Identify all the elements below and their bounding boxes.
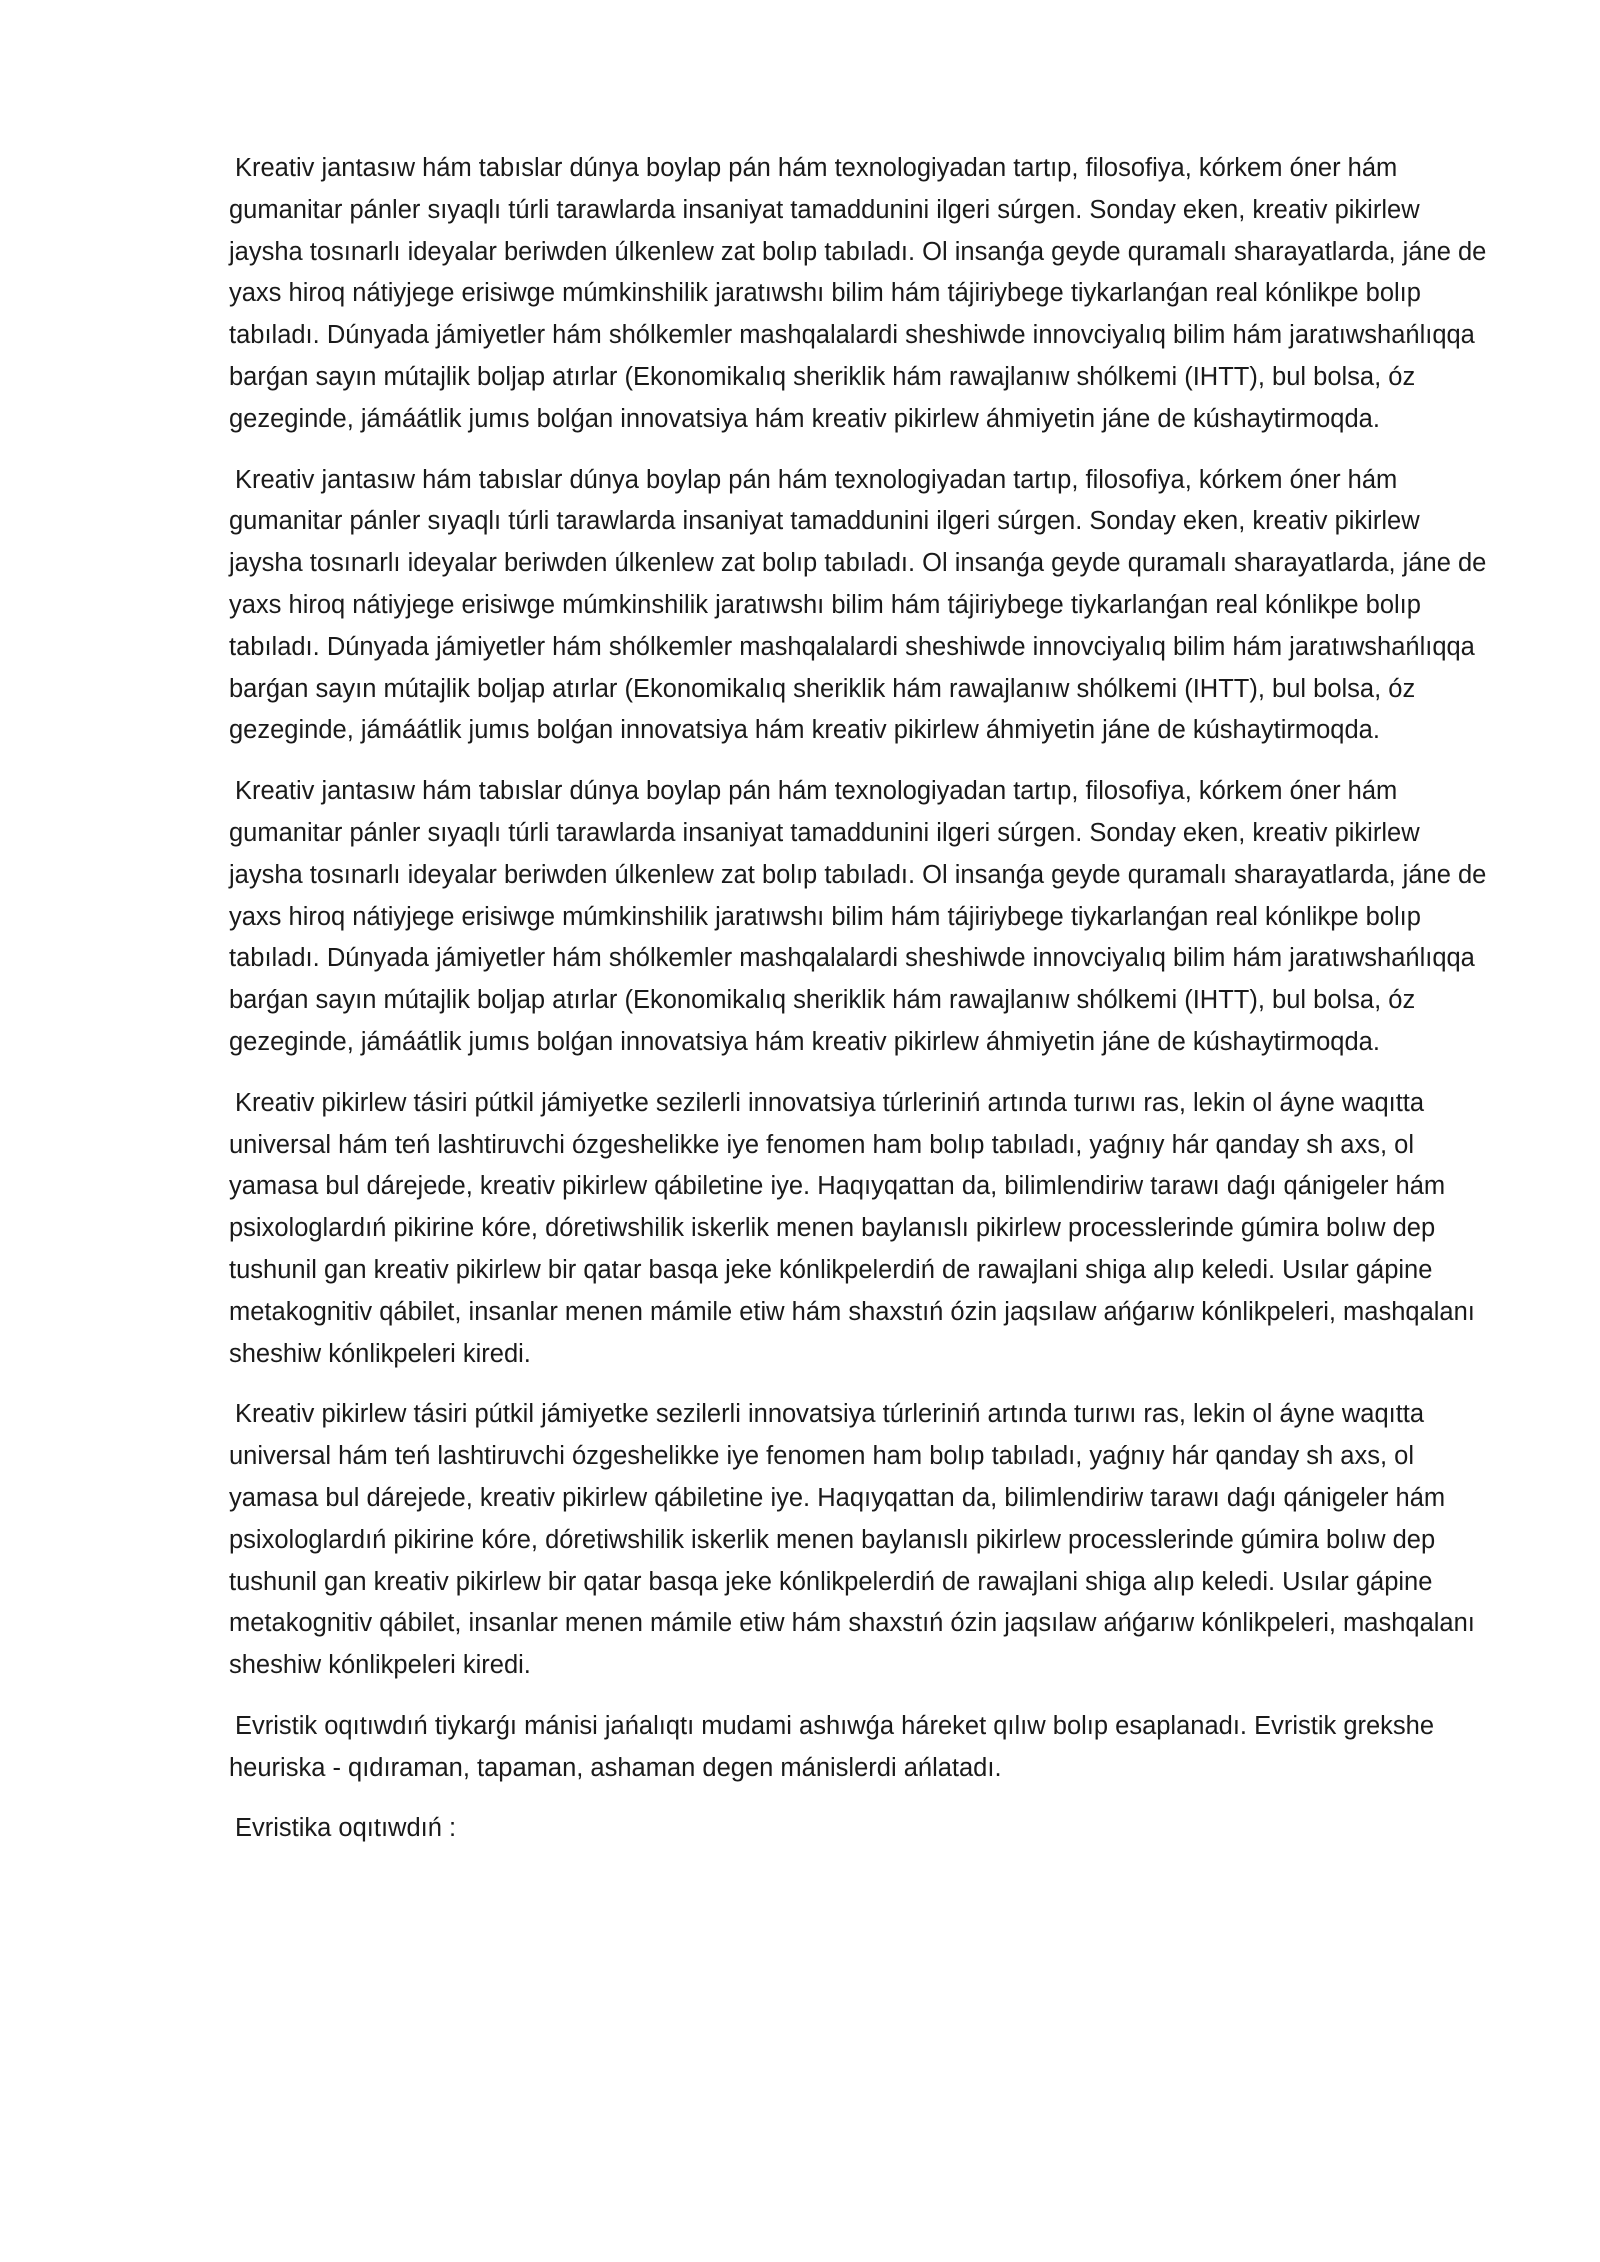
paragraph-2: Kreativ jantasıw hám tabıslar dúnya boylap pán hám texnologiyadan tartıp, filosofiya, kórkem óner hám gumanitar pánler sıyaqlı túrli tarawlarda insaniyat tamaddunini ilgeri súrgen. Sonday eken, kreativ pikirlew jaysha tosınarlı ideyalar beriwden úlkenlew zat bolıp tabıladı. Ol insanǵa geyde quramalı sharayatlarda, jáne de yaxs hiroq nátiyjege erisiwge múmkinshilik jaratıwshı bilim hám tájiriybege tiykarlanǵan real kónlikpe bolıp tabıladı. Dúnyada jámiyetler hám shólkemler mashqalalardi sheshiwde innovciyalıq bilim hám jaratıwshańlıqqa barǵan sayın mútajlik boljap atırlar (Ekonomikalıq sheriklik hám rawajlanıw shólkemi (IHTT), bul bolsa, óz gezeginde, jámáátlik jumıs bolǵan innovatsiya hám kreativ pikirlew áhmiyetin jáne de kúshaytirmoqda. [229, 465, 1487, 745]
paragraph-1: Kreativ jantasıw hám tabıslar dúnya boylap pán hám texnologiyadan tartıp, filosofiya, kórkem óner hám gumanitar pánler sıyaqlı túrli tarawlarda insaniyat tamaddunini ilgeri súrgen. Sonday eken, kreativ pikirlew jaysha tosınarlı ideyalar beriwden úlkenlew zat bolıp tabıladı. Ol insanǵa geyde quramalı sharayatlarda, jáne de yaxs hiroq nátiyjege erisiwge múmkinshilik jaratıwshı bilim hám tájiriybege tiykarlanǵan real kónlikpe bolıp tabıladı. Dúnyada jámiyetler hám shólkemler mashqalalardi sheshiwde innovciyalıq bilim hám jaratıwshańlıqqa barǵan sayın mútajlik boljap atırlar (Ekonomikalıq sheriklik hám rawajlanıw shólkemi (IHTT), bul bolsa, óz gezeginde, jámáátlik jumıs bolǵan innovatsiya hám kreativ pikirlew áhmiyetin jáne de kúshaytirmoqda. [229, 154, 1487, 433]
paragraph-3: Kreativ jantasıw hám tabıslar dúnya boylap pán hám texnologiyadan tartıp, filosofiya, kórkem óner hám gumanitar pánler sıyaqlı túrli tarawlarda insaniyat tamaddunini ilgeri súrgen. Sonday eken, kreativ pikirlew jaysha tosınarlı ideyalar beriwden úlkenlew zat bolıp tabıladı. Ol insanǵa geyde quramalı sharayatlarda, jáne de yaxs hiroq nátiyjege erisiwge múmkinshilik jaratıwshı bilim hám tájiriybege tiykarlanǵan real kónlikpe bolıp tabıladı. Dúnyada jámiyetler hám shólkemler mashqalalardi sheshiwde innovciyalıq bilim hám jaratıwshańlıqqa barǵan sayın mútajlik boljap atırlar (Ekonomikalıq sheriklik hám rawajlanıw shólkemi (IHTT), bul bolsa, óz gezeginde, jámáátlik jumıs bolǵan innovatsiya hám kreativ pikirlew áhmiyetin jáne de kúshaytirmoqda. [229, 777, 1487, 1056]
paragraph-5: Kreativ pikirlew tásiri pútkil jámiyetke sezilerli innovatsiya túrleriniń artında turıwı ras, lekin ol áyne waqıtta universal hám teń lashtiruvchi ózgeshelikke iye fenomen ham bolıp tabıladı, yaǵnıy hár qanday sh axs, ol yamasa bul dárejede, kreativ pikirlew qábiletine iye. Haqıyqattan da, bilimlendiriw tarawı daǵı qánigeler hám psixologlardıń pikirine kóre, dóretiwshilik iskerlik menen baylanıslı pikirlew processlerinde gúmira bolıw dep tushunil gan kreativ pikirlew bir qatar basqa jeke kónlikpelerdiń de rawajlani shiga alıp keledi. Usılar gápine metakognitiv qábilet, insanlar menen mámile etiw hám shaxstıń ózin jaqsılaw ańǵarıw kónlikpeleri, mashqalanı sheshiw kónlikpeleri kiredi. [229, 1400, 1475, 1680]
paragraph-6: Evristik oqıtıwdıń tiykarǵı mánisi jańalıqtı mudami ashıwǵa háreket qılıw bolıp esaplanadı. Evristik grekshe heuriska - qıdıraman, tapaman, ashaman degen mánislerdi ańlatadı. [229, 1711, 1435, 1782]
document-body [229, 148, 1494, 1869]
paragraph-4: Kreativ pikirlew tásiri pútkil jámiyetke sezilerli innovatsiya túrleriniń artında turıwı ras, lekin ol áyne waqıtta universal hám teń lashtiruvchi ózgeshelikke iye fenomen ham bolıp tabıladı, yaǵnıy hár qanday sh axs, ol yamasa bul dárejede, kreativ pikirlew qábiletine iye. Haqıyqattan da, bilimlendiriw tarawı daǵı qánigeler hám psixologlardıń pikirine kóre, dóretiwshilik iskerlik menen baylanıslı pikirlew processlerinde gúmira bolıw dep tushunil gan kreativ pikirlew bir qatar basqa jeke kónlikpelerdiń de rawajlani shiga alıp keledi. Usılar gápine metakognitiv qábilet, insanlar menen mámile etiw hám shaxstıń ózin jaqsılaw ańǵarıw kónlikpeleri, mashqalanı sheshiw kónlikpeleri kiredi. [229, 1088, 1475, 1368]
paragraph-7: Evristika oqıtıwdıń : [235, 1814, 457, 1843]
